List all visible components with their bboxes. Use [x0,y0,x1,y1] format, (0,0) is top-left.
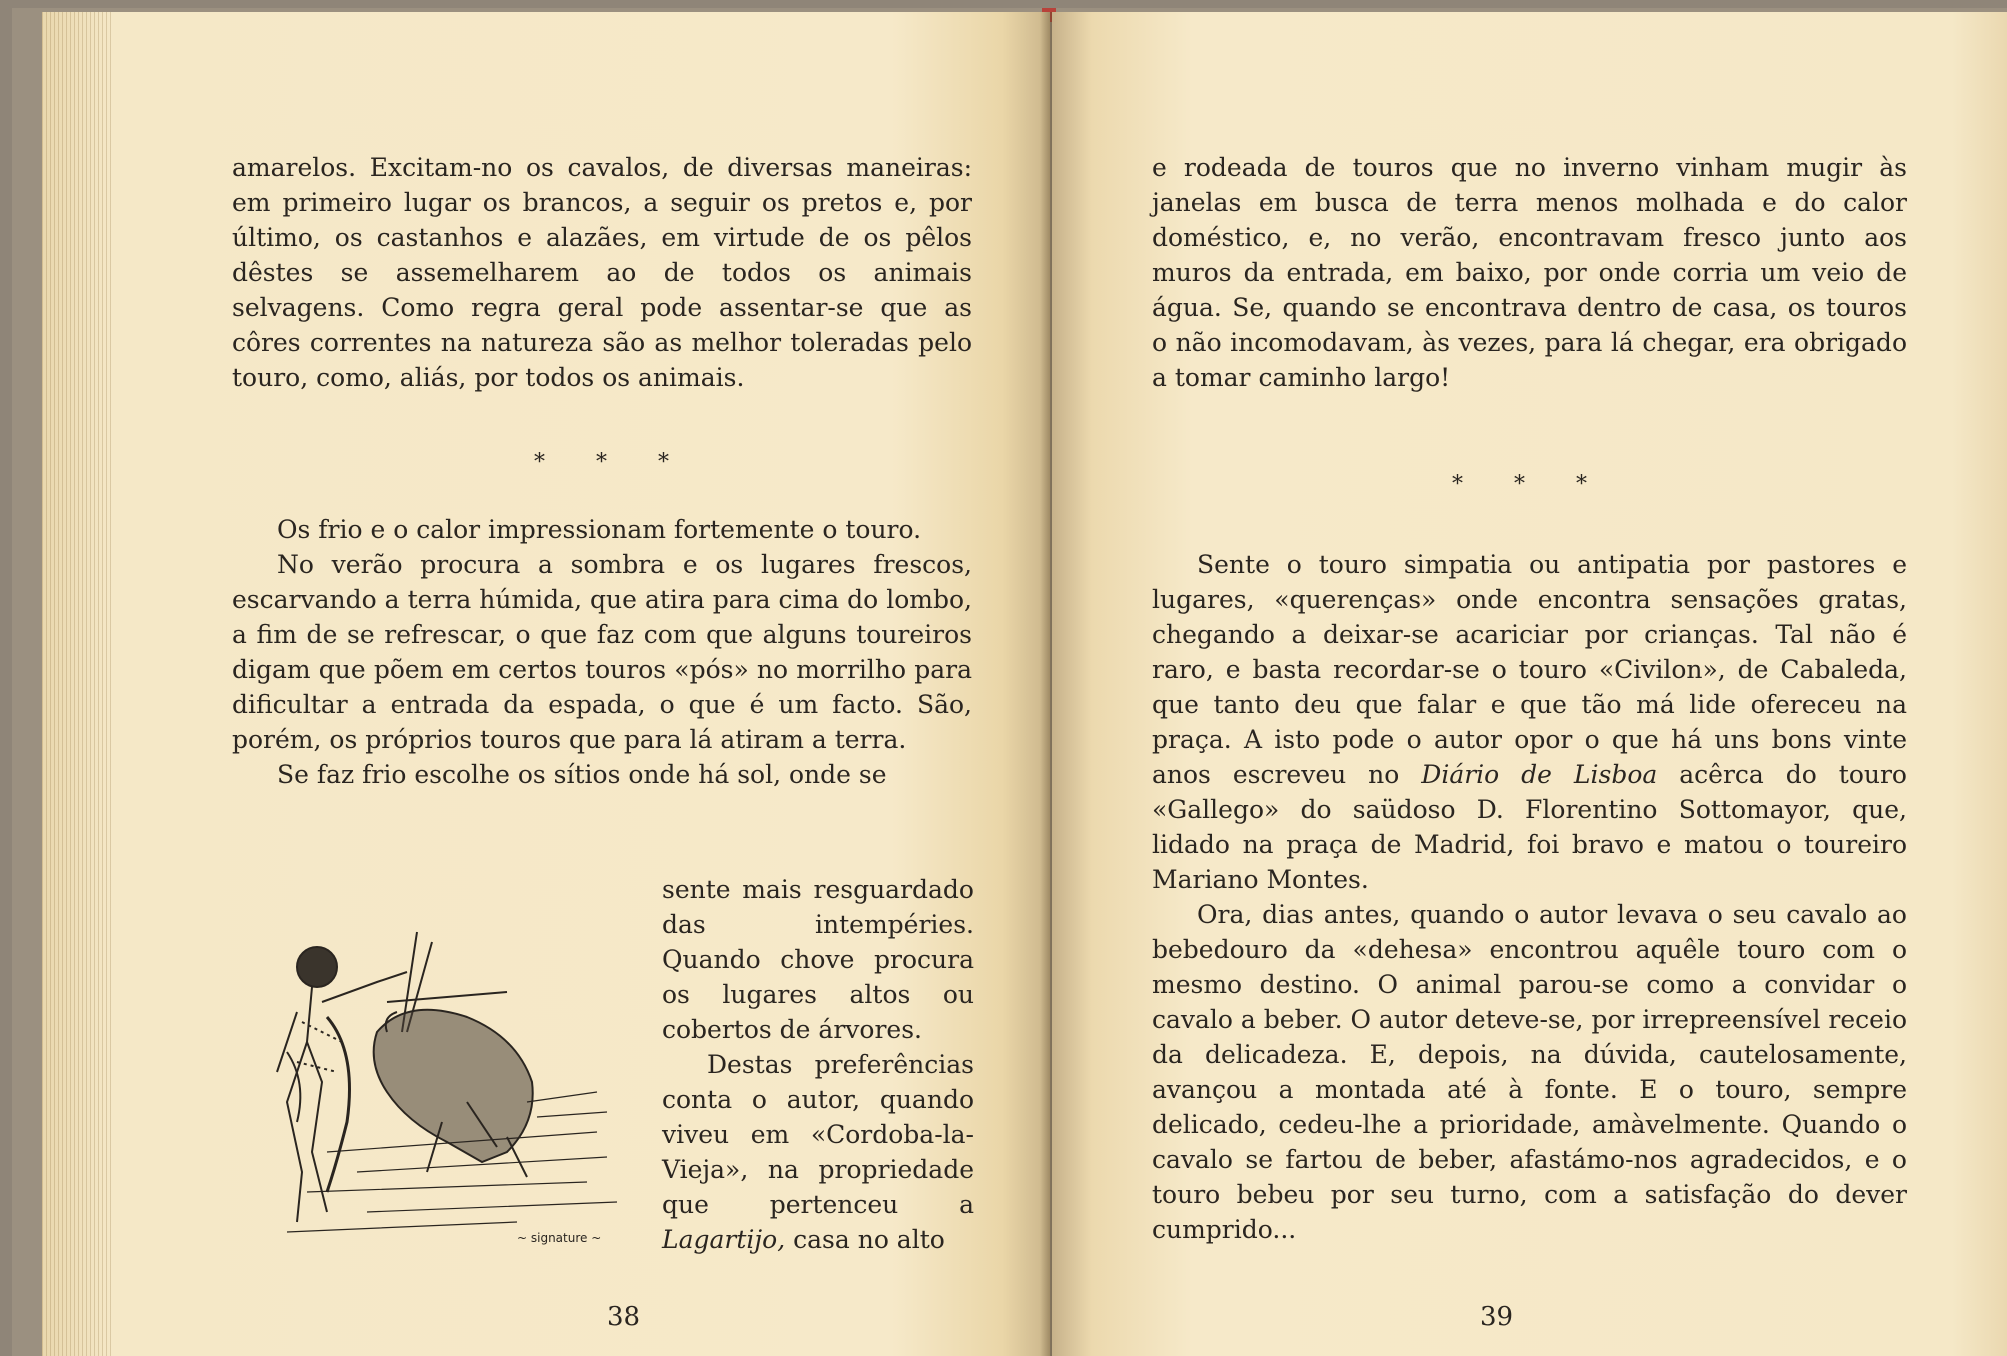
italic-title: Diário de Lisboa [1421,760,1658,789]
italic-name: Lagartijo, [662,1225,786,1254]
page-number-right: 39 [1480,1302,1514,1332]
paragraph-text: Destas preferências conta o autor, quando viveu em «Cordoba-la-Vieja», na propriedade que pertenceu a [662,1050,974,1219]
paragraph-text: e rodeada de touros que no inverno vinham mugir às janelas em busca de terra menos molhada e do calor doméstico, e, no verão, encontravam fresco junto aos muros da entrada, em baixo, por onde corria um veio de água. Se, quando se encontrava dentro de casa, os touros o não incomodavam, às vezes, para lá chegar, era obrigado a tomar caminho largo! [1152,153,1907,392]
left-page [42,12,1050,1356]
left-para-2 [232,512,972,792]
paragraph-text: Os frio e o calor impressionam fortemente o touro. [277,515,922,544]
right-para-1 [1152,150,1907,395]
paragraph-text: acêrca do touro «Gallego» do saüdoso D. Florentino Sottomayor, que, lidado na praça de Madrid, foi bravo e matou o toureiro Mariano Montes. [1152,760,1907,894]
paragraph-text: amarelos. Excitam-no os cavalos, de diversas maneiras: em primeiro lugar os brancos, a seguir os pretos e, por último, os castanhos e alazães, em virtude de os pêlos dêstes se assemelharem ao de todos os animais selvagens. Como regra geral pode assentar-se que as côres correntes na natureza são as melhor toleradas pelo touro, como, aliás, por todos os animais. [232,153,972,392]
section-separator: * * * [534,450,691,475]
bullfight-illustration [267,922,657,1262]
paragraph-text: Sente o touro simpatia ou antipatia por pastores e lugares, «querenças» onde encontra sensações gratas, chegando a deixar-se acariciar por crianças. Tal não é raro, e basta recordar-se o touro «Civilon», de Cabaleda, que tanto deu que falar e que tão má lide ofereceu na praça. A isto pode o autor opor o que há uns bons vinte anos escreveu no [1152,550,1907,789]
section-separator: * * * [1452,472,1609,497]
left-para-1 [232,150,972,395]
paragraph-text: No verão procura a sombra e os lugares frescos, escarvando a terra húmida, que atira para cima do lombo, a fim de se refrescar, o que faz com que alguns toureiros digam que põem em certos touros «pós» no morrilho para dificultar a entrada da espada, o que é um facto. São, porém, os próprios touros que para lá atiram a terra. [232,550,972,754]
open-book [12,8,2007,1356]
paragraph-text: casa no alto [793,1225,945,1254]
left-para-wrapped [662,872,974,1257]
right-para-2 [1152,547,1907,1247]
artist-signature: ~ signature ~ [517,1231,602,1245]
paragraph-text: Ora, dias antes, quando o autor levava o seu cavalo ao bebedouro da «dehesa» encontrou aquêle touro com o mesmo destino. O animal parou-se como a convidar o cavalo a beber. O autor deteve-se, por irrepreensível receio da delicadeza. E, depois, na dúvida, cautelosamente, avançou a montada até à fonte. E o touro, sempre delicado, cedeu-lhe a prioridade, amàvelmente. Quando o cavalo se fartou de beber, afastámo-nos agradecidos, e o touro bebeu por seu turno, com a satisfação do dever cumprido... [1152,900,1908,1244]
paragraph-text: sente mais resguardado das intempéries. Quando chove procura os lugares altos ou cobertos de árvores. [662,875,974,1044]
paragraph-text: Se faz frio escolhe os sítios onde há sol, onde se [277,760,887,789]
page-edges [42,12,112,1356]
right-page [1052,12,2007,1356]
page-number-left: 38 [607,1302,641,1332]
bull-figure [374,1010,533,1177]
